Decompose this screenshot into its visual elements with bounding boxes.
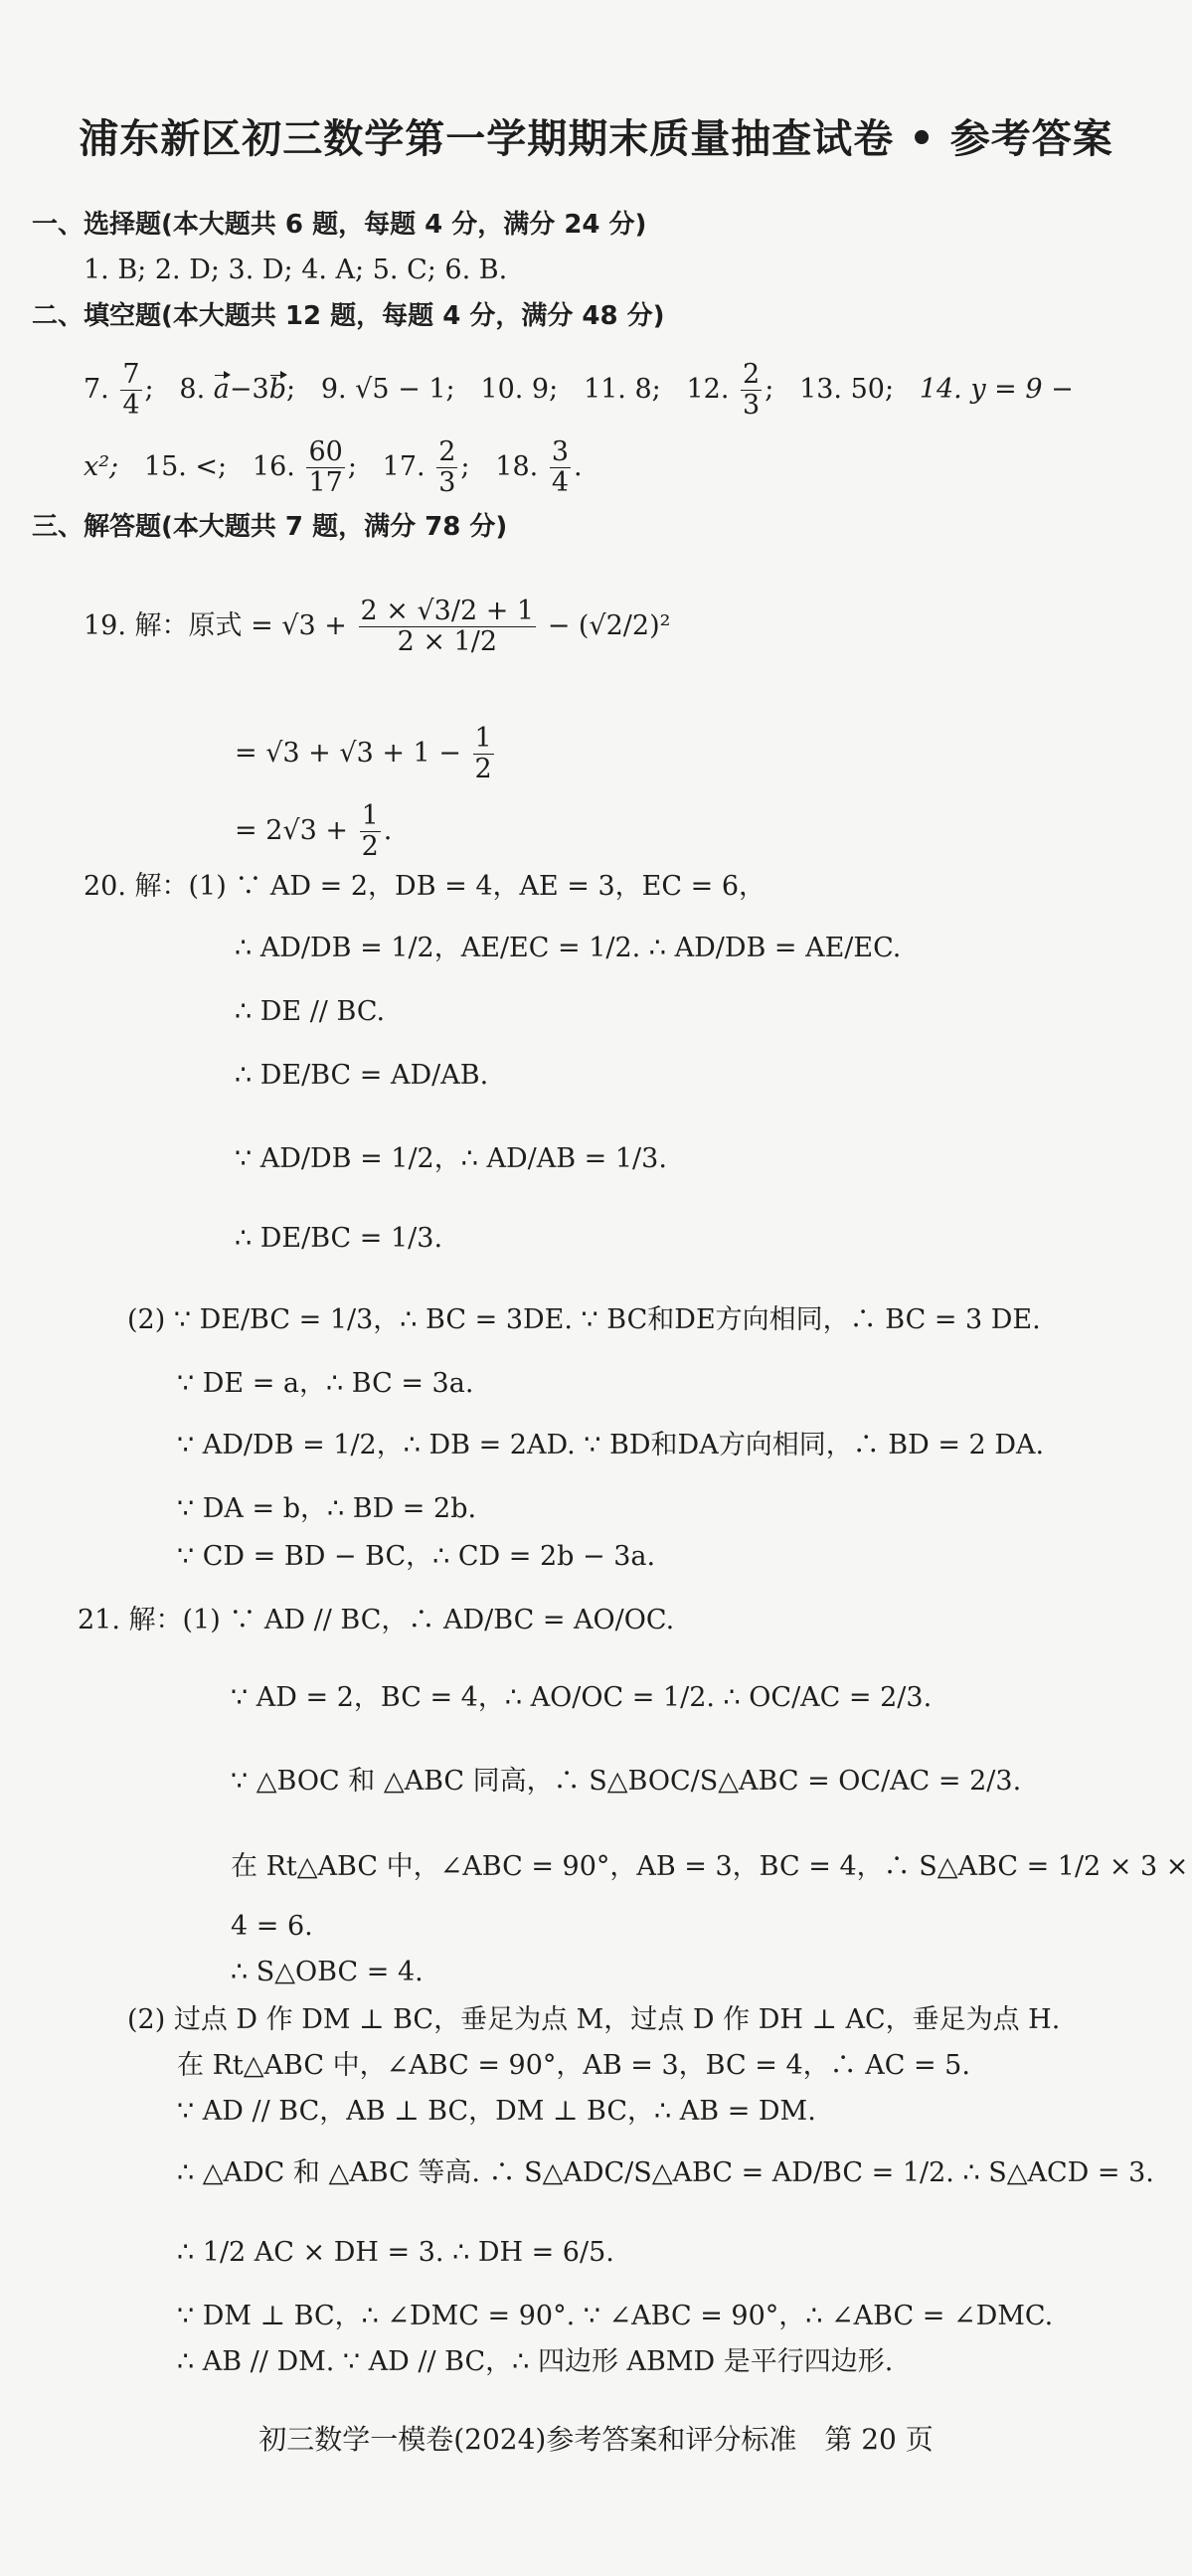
q19-step-3: = 2√3 +	[235, 815, 348, 846]
fraction-numerator: 2 × √3/2 + 1	[360, 596, 535, 626]
q21-part2-line-2: 在 Rt△ABC 中，∠ABC = 90°，AB = 3，BC = 4，∴ AC = 5.	[177, 2050, 970, 2081]
q19-line-1	[84, 597, 670, 657]
section-solve-heading: 三、解答题(本大题共 7 题，满分 78 分)	[32, 512, 508, 542]
q20-part2-line-1: (2) ∵ DE/BC = 1/3，∴ BC = 3DE. ∵ BC和DE方向相同，∴ BC = 3 DE.	[127, 1304, 1041, 1335]
q20-line-3: ∴ DE // BC.	[235, 996, 386, 1027]
vector-b: b	[269, 372, 286, 408]
q19-lead: 19. 解：原式 = √3 +	[84, 610, 347, 641]
fraction-denominator: 2	[361, 831, 379, 862]
fill-q11: 11. 8;	[583, 374, 661, 405]
q19-step-2-fraction	[473, 724, 494, 784]
fraction-denominator: 2	[474, 754, 492, 784]
q21-part2-line-3: ∵ AD // BC，AB ⊥ BC，DM ⊥ BC，∴ AB = DM.	[177, 2096, 816, 2127]
fraction-denominator: 3	[438, 467, 456, 498]
choice-answers: 1. B; 2. D; 3. D; 4. A; 5. C; 6. B.	[84, 255, 508, 285]
q20-part2-line-3: ∵ AD/DB = 1/2，∴ DB = 2AD. ∵ BD和DA方向相同，∴ BD = 2 DA.	[177, 1430, 1045, 1460]
q19-step-3-fraction	[360, 801, 381, 862]
q19-main-fraction	[359, 597, 537, 657]
fraction-denominator: 4	[122, 390, 140, 421]
q20-part2-line-5: ∵ CD = BD − BC，∴ CD = 2b − 3a.	[177, 1541, 656, 1572]
fill-q7-label: 7.	[84, 374, 109, 405]
fraction-denominator: 3	[743, 390, 761, 421]
fill-q13: 13. 50;	[799, 374, 895, 405]
section-fill-heading: 二、填空题(本大题共 12 题，每题 4 分，满分 48 分)	[32, 301, 665, 331]
q21-line-5: 4 = 6.	[231, 1911, 313, 1942]
fraction-denominator: 2 × 1/2	[397, 626, 497, 657]
fill-q7-fraction	[120, 360, 141, 421]
fill-q9: 9. √5 − 1;	[320, 374, 455, 405]
fraction-numerator: 2	[438, 436, 456, 467]
fill-q17-fraction	[436, 437, 457, 498]
fraction-numerator: 1	[474, 723, 492, 754]
fraction-denominator: 17	[308, 467, 343, 498]
q21-line-4: 在 Rt△ABC 中，∠ABC = 90°，AB = 3，BC = 4，∴ S△ABC = 1/2 × 3 ×	[231, 1851, 1189, 1882]
fill-q8-op: −3	[229, 374, 269, 405]
q20-line-1: 20. 解：(1) ∵ AD = 2，DB = 4，AE = 3，EC = 6，	[84, 871, 766, 902]
fill-answers-row-2: x²; 15. <; 16. $\frac{60}{17}$ ; 17. $\frac{2}{3}$ ; 18. $\frac{3}{4}$ .	[84, 436, 583, 498]
q21-part2-line-1: (2) 过点 D 作 DM ⊥ BC，垂足为点 M，过点 D 作 DH ⊥ AC，垂足为点 H.	[127, 2004, 1061, 2035]
fill-q10: 10. 9;	[480, 374, 559, 405]
fill-q12-label: 12.	[686, 374, 730, 405]
vector-a: a	[214, 372, 230, 408]
fraction-denominator: 4	[551, 467, 569, 498]
q21-line-6: ∴ S△OBC = 4.	[231, 1957, 424, 1987]
fill-q17-label: 17.	[382, 451, 426, 482]
fill-q15: 15. <;	[143, 451, 228, 482]
q21-part2-line-7: ∴ AB // DM. ∵ AD // BC，∴ 四边形 ABMD 是平行四边形.	[177, 2346, 894, 2377]
q20-part2-line-2: ∵ DE = a，∴ BC = 3a.	[177, 1368, 474, 1399]
q20-line-5: ∵ AD/DB = 1/2，∴ AD/AB = 1/3.	[235, 1143, 667, 1174]
q21-line-3: ∵ △BOC 和 △ABC 同高，∴ S△BOC/S△ABC = OC/AC = 2/3.	[231, 1766, 1022, 1797]
q19-step-2: = √3 + √3 + 1 −	[235, 738, 461, 769]
q20-line-6: ∴ DE/BC = 1/3.	[235, 1223, 443, 1254]
fraction-numerator: 60	[308, 436, 343, 467]
fill-q8-label: 8.	[179, 374, 206, 405]
fill-q16-label: 16.	[252, 451, 295, 482]
fraction-numerator: 2	[743, 359, 761, 390]
page-title: 浦东新区初三数学第一学期期末质量抽查试卷 • 参考答案	[79, 116, 1113, 162]
q19-line-3: = 2√3 + $\frac{1}{2}$ .	[235, 800, 393, 862]
q21-part2-line-6: ∵ DM ⊥ BC，∴ ∠DMC = 90°. ∵ ∠ABC = 90°，∴ ∠ABC = ∠DMC.	[177, 2301, 1054, 2331]
fill-q14-cont: x²;	[84, 451, 119, 482]
q21-part2-line-5: ∴ 1/2 AC × DH = 3. ∴ DH = 6/5.	[177, 2237, 614, 2268]
fill-answers-row-1: 7. $\frac{7}{4}$ ; 8. a−3b; 9. √5 − 1; 10. 9; 11. 8; 12. $\frac{2}{3}$ ; 13. 50; 14. y = 9 −	[84, 359, 1074, 421]
fraction-numerator: 3	[551, 436, 569, 467]
q21-line-2: ∵ AD = 2，BC = 4，∴ AO/OC = 1/2. ∴ OC/AC = 2/3.	[231, 1682, 933, 1713]
q21-part2-line-4: ∴ △ADC 和 △ABC 等高. ∴ S△ADC/S△ABC = AD/BC = 1/2. ∴ S△ACD = 3.	[177, 2157, 1154, 2188]
fill-q18-label: 18.	[495, 451, 539, 482]
q20-line-2: ∴ AD/DB = 1/2，AE/EC = 1/2. ∴ AD/DB = AE/EC.	[235, 933, 902, 963]
page-footer: 初三数学一模卷(2024)参考答案和评分标准 第 20 页	[258, 2423, 934, 2456]
fill-q12-fraction	[741, 360, 762, 421]
fill-q18-fraction	[550, 437, 571, 498]
fill-q16-fraction	[306, 437, 344, 498]
q21-line-1: 21. 解：(1) ∵ AD // BC，∴ AD/BC = AO/OC.	[78, 1605, 675, 1635]
fraction-numerator: 1	[361, 800, 379, 831]
q20-part2-line-4: ∵ DA = b，∴ BD = 2b.	[177, 1493, 477, 1524]
fraction-numerator: 7	[122, 359, 140, 390]
section-choice-heading: 一、选择题(本大题共 6 题，每题 4 分，满分 24 分)	[32, 210, 647, 240]
q20-line-4: ∴ DE/BC = AD/AB.	[235, 1060, 489, 1091]
fill-q14: 14. y = 9 −	[919, 374, 1074, 405]
q19-line-2	[235, 724, 497, 784]
q19-tail: − (√2/2)²	[547, 610, 671, 641]
